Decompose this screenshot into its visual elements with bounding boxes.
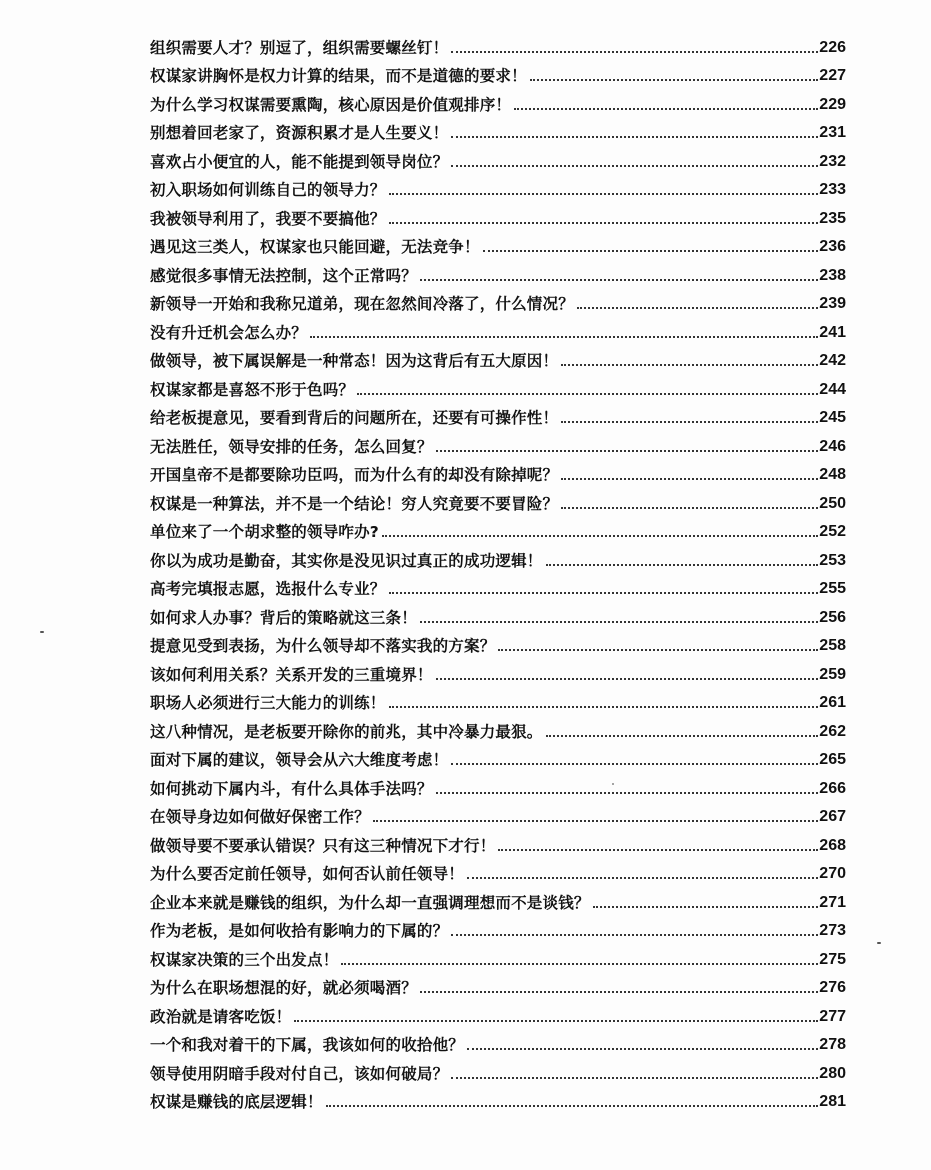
toc-entry-page-number: 238 — [819, 266, 846, 284]
toc-entry-title: 你以为成功是勤奋，其实你是没见识过真正的成功逻辑！ — [150, 551, 543, 570]
toc-dot-leader — [382, 535, 818, 537]
toc-entry-title: 无法胜任，领导安排的任务，怎么回复？ — [150, 437, 433, 456]
toc-dot-leader — [451, 165, 818, 167]
toc-dot-leader — [341, 963, 818, 965]
toc-dot-leader — [498, 849, 818, 851]
toc-entry-page-number: 236 — [819, 238, 846, 255]
toc-entry-title: 别想着回老家了，资源积累才是人生要义！ — [150, 124, 449, 142]
toc-entry — [150, 400, 846, 429]
toc-entry-page-number: 280 — [819, 1064, 846, 1082]
toc-entry-page-number: 235 — [819, 209, 846, 227]
toc-entry — [150, 913, 846, 942]
toc-dot-leader — [483, 250, 819, 252]
toc-entry-page-number: 232 — [819, 152, 846, 170]
toc-entry — [150, 343, 846, 372]
toc-entry — [150, 970, 846, 999]
toc-entry — [150, 856, 846, 885]
toc-dot-leader — [467, 877, 818, 879]
toc-entry-title: 高考完填报志愿，选报什么专业？ — [150, 580, 386, 598]
toc-entry-page-number: 265 — [819, 751, 846, 768]
toc-dot-leader — [530, 79, 818, 81]
toc-dot-leader — [436, 450, 819, 452]
toc-dot-leader — [389, 193, 819, 195]
toc-dot-leader — [467, 1048, 818, 1050]
scan-speck — [877, 942, 881, 944]
toc-entry — [150, 229, 846, 258]
toc-entry-page-number: 278 — [819, 1036, 846, 1053]
toc-entry-title: 该如何利用关系？关系开发的三重境界！ — [150, 665, 433, 684]
toc-dot-leader — [420, 621, 818, 623]
toc-entry-page-number: 271 — [819, 893, 846, 911]
toc-entry-title: 领导使用阴暗手段对付自己，该如何破局？ — [150, 1064, 449, 1083]
toc-entry-page-number: 255 — [819, 580, 846, 597]
toc-dot-leader — [294, 1020, 818, 1022]
toc-entry — [150, 542, 846, 571]
toc-entry-page-number: 258 — [819, 637, 846, 654]
table-of-contents — [150, 29, 846, 1112]
toc-dot-leader — [561, 478, 818, 480]
toc-dot-leader — [389, 592, 819, 594]
toc-entry-title: 做领导要不要承认错误？只有这三种情况下才行！ — [150, 836, 496, 855]
toc-entry-page-number: 226 — [819, 38, 846, 56]
toc-entry-page-number: 270 — [819, 865, 846, 882]
toc-entry-title: 初入职场如何训练自己的领导力？ — [150, 181, 386, 199]
toc-entry-title: 没有升迁机会怎么办？ — [150, 323, 308, 342]
toc-entry-title: 开国皇帝不是都要除功臣吗，而为什么有的却没有除掉呢？ — [150, 466, 559, 484]
toc-entry-title: 职场人必须进行三大能力的训练！ — [150, 694, 386, 712]
toc-entry-title: 为什么在职场想混的好，就必须喝酒？ — [150, 979, 417, 997]
toc-entry — [150, 685, 846, 714]
toc-entry-title: 喜欢占小便宜的人，能不能提到领导岗位？ — [150, 152, 449, 171]
toc-entry-title: 给老板提意见，要看到背后的问题所在，还要有可操作性！ — [150, 409, 559, 427]
toc-entry-title: 一个和我对着干的下属，我该如何的收拾他？ — [150, 1036, 465, 1054]
toc-entry-page-number: 277 — [819, 1007, 846, 1025]
toc-entry — [150, 770, 846, 799]
toc-entry-title: 做领导，被下属误解是一种常态！因为这背后有五大原因！ — [150, 352, 559, 370]
toc-entry-title: 为什么学习权谋需要熏陶，核心原因是价值观排序！ — [150, 95, 512, 114]
toc-entry-page-number: 246 — [819, 437, 846, 455]
toc-dot-leader — [451, 1077, 818, 1079]
toc-entry-title: 权谋家决策的三个出发点！ — [150, 950, 339, 969]
toc-dot-leader — [593, 906, 819, 908]
toc-entry-title: 权谋家都是喜怒不形于色吗？ — [150, 380, 355, 399]
toc-entry — [150, 571, 846, 600]
toc-entry-title: 权谋是赚钱的底层逻辑！ — [150, 1093, 323, 1111]
toc-entry-page-number: 262 — [819, 722, 846, 740]
toc-dot-leader — [498, 649, 818, 651]
toc-entry-title: 作为老板，是如何收拾有影响力的下属的？ — [150, 922, 449, 940]
toc-entry — [150, 457, 846, 486]
toc-entry — [150, 941, 846, 970]
toc-dot-leader — [514, 108, 818, 110]
toc-entry-page-number: 261 — [819, 694, 846, 711]
toc-entry — [150, 314, 846, 343]
toc-entry — [150, 998, 846, 1027]
toc-entry — [150, 257, 846, 286]
scan-speck — [40, 631, 44, 633]
toc-entry-page-number: 231 — [819, 124, 846, 141]
toc-dot-leader — [561, 507, 818, 509]
toc-entry-page-number: 259 — [819, 665, 846, 683]
toc-entry — [150, 143, 846, 172]
toc-entry-page-number: 245 — [819, 409, 846, 426]
toc-entry-page-number: 244 — [819, 380, 846, 398]
toc-entry-page-number: 229 — [819, 95, 846, 113]
toc-entry-title: 单位来了一个胡求整的领导咋办? — [150, 523, 379, 541]
toc-dot-leader — [451, 136, 818, 138]
toc-entry — [150, 200, 846, 229]
toc-entry-page-number: 256 — [819, 608, 846, 626]
toc-entry-title: 组织需要人才？别逗了，组织需要螺丝钉！ — [150, 38, 449, 57]
toc-entry-page-number: 233 — [819, 181, 846, 198]
toc-entry — [150, 172, 846, 201]
toc-entry — [150, 599, 846, 628]
toc-dot-leader — [436, 678, 819, 680]
toc-entry — [150, 115, 846, 144]
toc-dot-leader — [373, 820, 818, 822]
toc-dot-leader — [326, 1105, 819, 1107]
toc-entry-title: 面对下属的建议，领导会从六大维度考虑！ — [150, 751, 449, 769]
toc-entry-title: 提意见受到表扬，为什么领导却不落实我的方案？ — [150, 637, 496, 655]
toc-dot-leader — [451, 763, 818, 765]
toc-entry-page-number: 242 — [819, 352, 846, 369]
toc-dot-leader — [546, 564, 819, 566]
toc-entry — [150, 884, 846, 913]
toc-entry-page-number: 227 — [819, 67, 846, 84]
toc-entry-page-number: 268 — [819, 836, 846, 854]
toc-entry — [150, 58, 846, 87]
toc-dot-leader — [420, 279, 818, 281]
toc-entry — [150, 29, 846, 58]
toc-entry-title: 权谋家讲胸怀是权力计算的结果，而不是道德的要求！ — [150, 67, 527, 85]
toc-entry — [150, 628, 846, 657]
toc-entry — [150, 799, 846, 828]
toc-dot-leader — [389, 222, 819, 224]
toc-dot-leader — [389, 706, 819, 708]
toc-entry — [150, 428, 846, 457]
toc-entry-title: 在领导身边如何做好保密工作？ — [150, 808, 370, 826]
toc-entry-page-number: 276 — [819, 979, 846, 996]
toc-entry — [150, 742, 846, 771]
toc-entry-page-number: 252 — [819, 523, 846, 540]
toc-entry — [150, 286, 846, 315]
toc-entry-page-number: 250 — [819, 494, 846, 512]
toc-entry — [150, 656, 846, 685]
toc-dot-leader — [310, 336, 818, 338]
toc-entry-page-number: 253 — [819, 551, 846, 569]
toc-entry — [150, 827, 846, 856]
toc-entry — [150, 713, 846, 742]
toc-entry — [150, 371, 846, 400]
toc-entry-title: 企业本来就是赚钱的组织，为什么却一直强调理想而不是谈钱？ — [150, 893, 590, 912]
toc-dot-leader — [577, 307, 818, 309]
toc-entry-page-number: 266 — [819, 779, 846, 797]
toc-entry — [150, 1055, 846, 1084]
toc-entry-title: 如何求人办事？背后的策略就这三条！ — [150, 608, 417, 627]
toc-entry-title: 为什么要否定前任领导，如何否认前任领导！ — [150, 865, 465, 883]
toc-entry — [150, 1084, 846, 1113]
toc-entry-title: 权谋是一种算法，并不是一个结论！穷人究竟要不要冒险？ — [150, 494, 559, 513]
toc-dot-leader — [546, 735, 819, 737]
toc-entry-title: 新领导一开始和我称兄道弟，现在忽然间冷落了，什么情况？ — [150, 295, 574, 313]
toc-entry-page-number: 248 — [819, 466, 846, 483]
toc-entry-page-number: 267 — [819, 808, 846, 825]
scan-speck — [612, 783, 614, 785]
toc-entry-title: 这八种情况，是老板要开除你的前兆，其中冷暴力最狠。 — [150, 722, 543, 741]
toc-entry-page-number: 275 — [819, 950, 846, 968]
toc-entry-page-number: 273 — [819, 922, 846, 939]
toc-entry-page-number: 281 — [819, 1093, 846, 1110]
toc-dot-leader — [436, 792, 819, 794]
toc-dot-leader — [561, 364, 818, 366]
toc-entry-title: 政治就是请客吃饭！ — [150, 1007, 292, 1026]
toc-entry — [150, 86, 846, 115]
toc-entry-title: 我被领导利用了，我要不要搞他？ — [150, 209, 386, 228]
toc-entry-title: 如何挑动下属内斗，有什么具体手法吗？ — [150, 779, 433, 798]
toc-dot-leader — [561, 421, 818, 423]
toc-entry-title: 感觉很多事情无法控制，这个正常吗？ — [150, 266, 417, 285]
toc-entry — [150, 485, 846, 514]
toc-dot-leader — [451, 51, 818, 53]
toc-entry-page-number: 239 — [819, 295, 846, 312]
toc-dot-leader — [451, 934, 818, 936]
toc-entry-title: 遇见这三类人，权谋家也只能回避，无法竞争！ — [150, 238, 480, 256]
toc-dot-leader — [357, 393, 818, 395]
toc-entry-page-number: 241 — [819, 323, 846, 341]
toc-dot-leader — [420, 991, 818, 993]
toc-entry — [150, 1027, 846, 1056]
toc-entry — [150, 514, 846, 543]
